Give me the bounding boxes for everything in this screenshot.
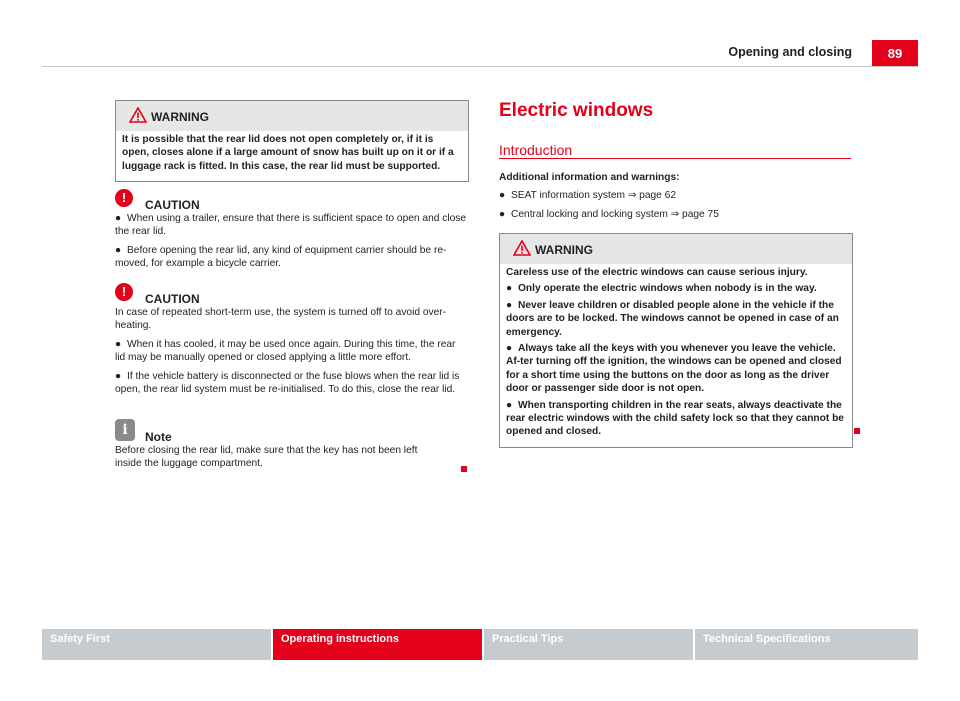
- end-of-section-marker: [854, 428, 860, 434]
- section-subtitle: Introduction: [499, 142, 573, 158]
- warning-text: It is possible that the rear lid does not open completely or, if it is open, closes alone if a large amount of snow has built up on it or if a luggage rack is fitted. In this case, the rear lid must be supported.: [122, 134, 454, 172]
- note-label: Note: [145, 430, 172, 444]
- list-item: ● Before opening the rear lid, any kind of equipment carrier should be re-moved, for example a bicycle carrier.: [115, 244, 447, 270]
- caution-block-2: [115, 284, 467, 401]
- header-rule: [42, 66, 918, 67]
- warning-triangle-icon: [513, 240, 531, 256]
- caution-exclamation-icon: !: [115, 283, 133, 301]
- footer-navigation: [42, 629, 918, 660]
- note-block: [115, 422, 467, 476]
- warning-header: [116, 101, 468, 131]
- section-title: Opening and closing: [728, 45, 852, 59]
- warning-label: WARNING: [151, 110, 209, 124]
- caution-block-1: [115, 190, 467, 276]
- page-link[interactable]: ● SEAT information system ⇒ page 62: [499, 190, 677, 202]
- list-item: ● When transporting children in the rear seats, always deactivate the rear electric windows with the child safety lock so that they cannot be opened and closed.: [506, 399, 844, 438]
- intro-text: Additional information and warnings:: [499, 172, 680, 183]
- warning-intro: Careless use of the electric windows can cause serious injury.: [506, 267, 808, 278]
- caution-label: CAUTION: [145, 198, 200, 212]
- electric-windows-warning-box: [499, 233, 853, 448]
- note-info-icon: i: [115, 419, 135, 441]
- caution-intro: In case of repeated short-term use, the system is turned off to avoid over-heating.: [115, 307, 447, 332]
- list-item: ● If the vehicle battery is disconnected or the fuse blows when the rear lid is open, the rear lid system must be re-initialised. To do this, close the rear lid.: [115, 370, 460, 396]
- warning-label: WARNING: [535, 243, 593, 257]
- page-link[interactable]: ● Central locking and locking system ⇒ page 75: [499, 208, 719, 220]
- caution-label: CAUTION: [145, 292, 200, 306]
- tab-operating-instructions[interactable]: Operating instructions: [273, 629, 482, 660]
- rear-lid-warning-box: [115, 100, 469, 182]
- list-item: ● Only operate the electric windows when nobody is in the way.: [506, 283, 817, 295]
- tab-technical-specifications[interactable]: Technical Specifications: [695, 629, 918, 660]
- page-number: 89: [872, 40, 918, 67]
- caution-exclamation-icon: !: [115, 189, 133, 207]
- page-title: Electric windows: [499, 100, 654, 121]
- list-item: ● Always take all the keys with you whenever you leave the vehicle. Af-ter turning off the ignition, the windows can be opened and closed for a short time using the buttons on the door as long as the driver door or passenger side door is not open.: [506, 343, 842, 395]
- warning-triangle-icon: [129, 107, 147, 123]
- intro-block: [499, 171, 851, 226]
- warning-header: [500, 234, 852, 264]
- list-item: ● When it has cooled, it may be used once again. During this time, the rear lid may be manually opened or closed applying a little more effort.: [115, 338, 456, 364]
- tab-safety-first[interactable]: Safety First: [42, 629, 271, 660]
- subtitle-rule: [499, 158, 851, 159]
- list-item: ● Never leave children or disabled people alone in the vehicle if the doors are to be locked. The windows cannot be opened in case of an emergency.: [506, 299, 839, 338]
- tab-practical-tips[interactable]: Practical Tips: [484, 629, 693, 660]
- list-item: ● When using a trailer, ensure that there is sufficient space to open and close the rear lid.: [115, 213, 467, 238]
- end-of-section-marker: [461, 466, 467, 472]
- note-text: Before closing the rear lid, make sure that the key has not been left inside the luggage compartment.: [115, 445, 418, 470]
